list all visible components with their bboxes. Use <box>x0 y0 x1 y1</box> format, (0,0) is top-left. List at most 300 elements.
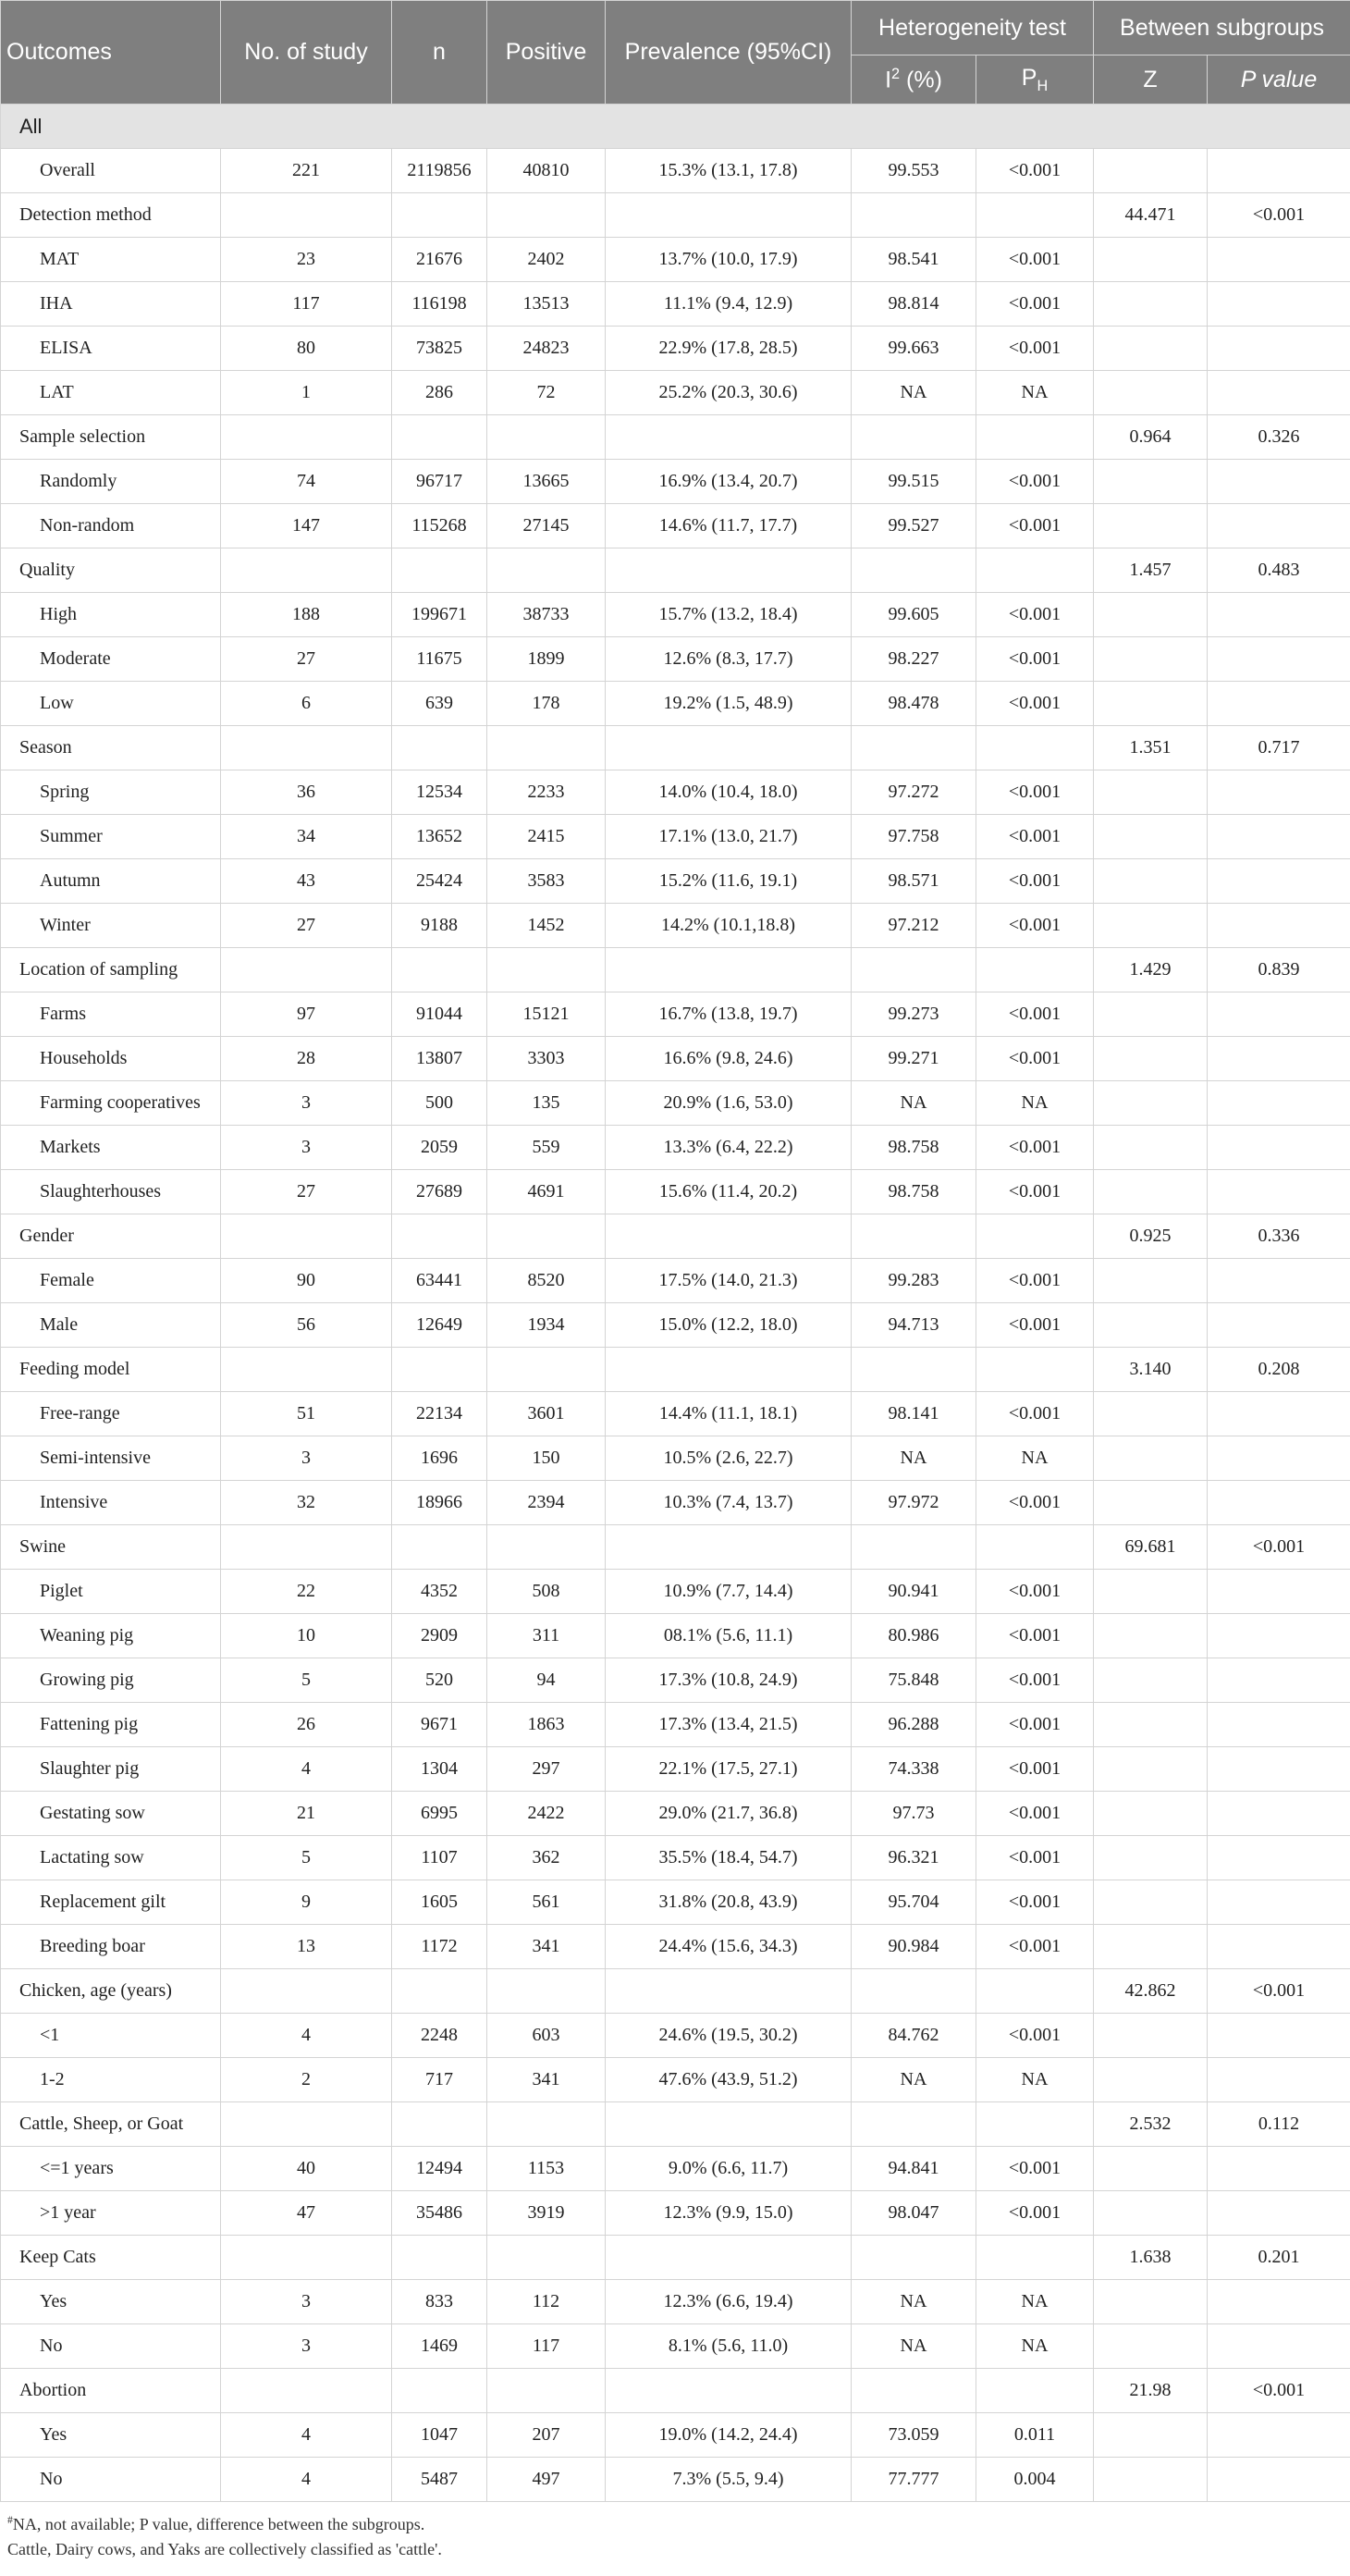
cell-z <box>1094 1126 1208 1170</box>
table-row <box>1 1836 1350 1880</box>
cell-label: MAT <box>1 238 221 282</box>
cell-no-study <box>221 1214 392 1259</box>
cell-n: 2909 <box>392 1614 487 1658</box>
i2-sup: 2 <box>891 65 901 82</box>
cell-positive: 135 <box>487 1081 606 1126</box>
cell-pvalue <box>1208 2014 1350 2058</box>
table-row <box>1 859 1350 904</box>
cell-label: Semi-intensive <box>1 1436 221 1481</box>
cell-ph: NA <box>976 2324 1094 2369</box>
cell-no-study: 56 <box>221 1303 392 1348</box>
cell-positive <box>487 548 606 593</box>
cell-ph: NA <box>976 1436 1094 1481</box>
cell-ph: <0.001 <box>976 1658 1094 1703</box>
cell-n: 717 <box>392 2058 487 2102</box>
all-section-row <box>1 105 1350 149</box>
table-row <box>1 2458 1350 2502</box>
cell-pvalue <box>1208 149 1350 193</box>
cell-i2 <box>852 1969 976 2014</box>
cell-prevalence: 17.3% (13.4, 21.5) <box>606 1703 852 1747</box>
group-header-row <box>1 2102 1350 2147</box>
table-row <box>1 1303 1350 1348</box>
cell-label: Farming cooperatives <box>1 1081 221 1126</box>
cell-label: <=1 years <box>1 2147 221 2191</box>
cell-prevalence: 15.2% (11.6, 19.1) <box>606 859 852 904</box>
table-row <box>1 2413 1350 2458</box>
cell-pvalue <box>1208 859 1350 904</box>
cell-positive: 178 <box>487 682 606 726</box>
group-header-row <box>1 1525 1350 1570</box>
cell-i2: 73.059 <box>852 2413 976 2458</box>
cell-prevalence: 47.6% (43.9, 51.2) <box>606 2058 852 2102</box>
cell-z <box>1094 282 1208 327</box>
cell-no-study <box>221 1348 392 1392</box>
cell-n: 12534 <box>392 770 487 815</box>
cell-positive <box>487 1969 606 2014</box>
cell-label: Location of sampling <box>1 948 221 992</box>
cell-n: 199671 <box>392 593 487 637</box>
cell-i2 <box>852 726 976 770</box>
cell-ph: <0.001 <box>976 593 1094 637</box>
cell-positive <box>487 1214 606 1259</box>
cell-no-study: 9 <box>221 1880 392 1925</box>
cell-label: Households <box>1 1037 221 1081</box>
table-row <box>1 593 1350 637</box>
cell-n: 2059 <box>392 1126 487 1170</box>
cell-z <box>1094 1658 1208 1703</box>
cell-positive <box>487 2369 606 2413</box>
cell-z: 2.532 <box>1094 2102 1208 2147</box>
cell-i2: 99.527 <box>852 504 976 548</box>
cell-positive <box>487 2102 606 2147</box>
footnote-mark: # <box>7 2514 13 2526</box>
cell-prevalence: 8.1% (5.6, 11.0) <box>606 2324 852 2369</box>
cell-label: Intensive <box>1 1481 221 1525</box>
col-header-no-study: No. of study <box>221 1 392 105</box>
cell-n: 1469 <box>392 2324 487 2369</box>
cell-positive: 15121 <box>487 992 606 1037</box>
cell-no-study: 27 <box>221 904 392 948</box>
cell-no-study: 27 <box>221 1170 392 1214</box>
group-header-row <box>1 948 1350 992</box>
cell-pvalue <box>1208 1259 1350 1303</box>
cell-pvalue: <0.001 <box>1208 1969 1350 2014</box>
cell-positive: 497 <box>487 2458 606 2502</box>
cell-z <box>1094 992 1208 1037</box>
cell-positive: 2394 <box>487 1481 606 1525</box>
cell-z <box>1094 2458 1208 2502</box>
cell-positive: 341 <box>487 1925 606 1969</box>
col-header-ph <box>976 55 1094 105</box>
cell-prevalence: 16.7% (13.8, 19.7) <box>606 992 852 1037</box>
cell-positive: 207 <box>487 2413 606 2458</box>
cell-pvalue <box>1208 770 1350 815</box>
group-header-row <box>1 1214 1350 1259</box>
cell-label: Season <box>1 726 221 770</box>
cell-prevalence <box>606 548 852 593</box>
cell-n: 520 <box>392 1658 487 1703</box>
cell-prevalence: 24.4% (15.6, 34.3) <box>606 1925 852 1969</box>
cell-positive: 1863 <box>487 1703 606 1747</box>
cell-no-study: 74 <box>221 460 392 504</box>
cell-label: Non-random <box>1 504 221 548</box>
cell-z <box>1094 149 1208 193</box>
cell-label: Female <box>1 1259 221 1303</box>
cell-z <box>1094 593 1208 637</box>
cell-prevalence: 10.9% (7.7, 14.4) <box>606 1570 852 1614</box>
cell-no-study: 117 <box>221 282 392 327</box>
cell-positive: 24823 <box>487 327 606 371</box>
cell-i2: 99.283 <box>852 1259 976 1303</box>
cell-z: 0.964 <box>1094 415 1208 460</box>
cell-n: 1304 <box>392 1747 487 1792</box>
cell-positive: 13665 <box>487 460 606 504</box>
cell-label: Low <box>1 682 221 726</box>
cell-ph <box>976 2102 1094 2147</box>
cell-no-study: 51 <box>221 1392 392 1436</box>
cell-positive: 1934 <box>487 1303 606 1348</box>
cell-n: 833 <box>392 2280 487 2324</box>
table-row <box>1 2280 1350 2324</box>
cell-z <box>1094 1836 1208 1880</box>
cell-i2: 77.777 <box>852 2458 976 2502</box>
cell-no-study: 43 <box>221 859 392 904</box>
cell-ph: <0.001 <box>976 282 1094 327</box>
cell-no-study: 97 <box>221 992 392 1037</box>
cell-pvalue <box>1208 2458 1350 2502</box>
cell-pvalue <box>1208 1747 1350 1792</box>
cell-n: 115268 <box>392 504 487 548</box>
cell-pvalue: <0.001 <box>1208 2369 1350 2413</box>
cell-ph: <0.001 <box>976 770 1094 815</box>
cell-i2 <box>852 1214 976 1259</box>
cell-positive: 603 <box>487 2014 606 2058</box>
cell-n <box>392 1214 487 1259</box>
cell-positive: 4691 <box>487 1170 606 1214</box>
cell-no-study: 3 <box>221 1081 392 1126</box>
cell-prevalence: 19.2% (1.5, 48.9) <box>606 682 852 726</box>
table-row <box>1 1436 1350 1481</box>
cell-z <box>1094 371 1208 415</box>
cell-i2: 98.571 <box>852 859 976 904</box>
group-header-row <box>1 1348 1350 1392</box>
cell-z: 0.925 <box>1094 1214 1208 1259</box>
table-row <box>1 149 1350 193</box>
cell-label: <1 <box>1 2014 221 2058</box>
cell-i2: NA <box>852 1081 976 1126</box>
cell-label: 1-2 <box>1 2058 221 2102</box>
cell-ph: <0.001 <box>976 637 1094 682</box>
col-header-pvalue <box>1208 55 1350 105</box>
cell-no-study: 5 <box>221 1836 392 1880</box>
cell-z <box>1094 1303 1208 1348</box>
cell-ph: NA <box>976 2280 1094 2324</box>
footnote-1-text: NA, not available; P value, difference between the subgroups. <box>12 2515 425 2533</box>
cell-no-study: 36 <box>221 770 392 815</box>
cell-pvalue <box>1208 815 1350 859</box>
cell-i2: 98.541 <box>852 238 976 282</box>
cell-pvalue <box>1208 460 1350 504</box>
cell-prevalence <box>606 1969 852 2014</box>
cell-positive: 117 <box>487 2324 606 2369</box>
cell-positive: 3583 <box>487 859 606 904</box>
table-row <box>1 1259 1350 1303</box>
cell-label: Slaughterhouses <box>1 1170 221 1214</box>
cell-pvalue <box>1208 1614 1350 1658</box>
cell-pvalue <box>1208 2191 1350 2236</box>
cell-label: Piglet <box>1 1570 221 1614</box>
cell-no-study: 47 <box>221 2191 392 2236</box>
cell-ph: <0.001 <box>976 2147 1094 2191</box>
cell-i2: 98.227 <box>852 637 976 682</box>
cell-n: 1172 <box>392 1925 487 1969</box>
table-row <box>1 2147 1350 2191</box>
ph-sub: H <box>1037 77 1049 94</box>
cell-i2 <box>852 2102 976 2147</box>
cell-pvalue <box>1208 1392 1350 1436</box>
cell-pvalue <box>1208 904 1350 948</box>
col-header-prevalence: Prevalence (95%CI) <box>606 1 852 105</box>
cell-no-study: 2 <box>221 2058 392 2102</box>
cell-pvalue <box>1208 282 1350 327</box>
cell-i2: 94.841 <box>852 2147 976 2191</box>
cell-positive: 2422 <box>487 1792 606 1836</box>
cell-z <box>1094 637 1208 682</box>
cell-pvalue: 0.839 <box>1208 948 1350 992</box>
cell-no-study: 40 <box>221 2147 392 2191</box>
cell-prevalence: 14.6% (11.7, 17.7) <box>606 504 852 548</box>
cell-z <box>1094 1259 1208 1303</box>
col-header-heterogeneity: Heterogeneity test <box>852 1 1094 55</box>
table-row <box>1 1081 1350 1126</box>
cell-i2: 99.271 <box>852 1037 976 1081</box>
table-row <box>1 682 1350 726</box>
cell-label: No <box>1 2324 221 2369</box>
cell-prevalence: 10.5% (2.6, 22.7) <box>606 1436 852 1481</box>
cell-i2 <box>852 2236 976 2280</box>
cell-i2: NA <box>852 2280 976 2324</box>
cell-no-study: 3 <box>221 2324 392 2369</box>
cell-positive: 13513 <box>487 282 606 327</box>
cell-label: Weaning pig <box>1 1614 221 1658</box>
cell-z <box>1094 859 1208 904</box>
cell-n: 286 <box>392 371 487 415</box>
cell-ph: <0.001 <box>976 460 1094 504</box>
cell-i2: NA <box>852 371 976 415</box>
cell-label: Summer <box>1 815 221 859</box>
cell-z <box>1094 1880 1208 1925</box>
cell-pvalue <box>1208 1126 1350 1170</box>
cell-prevalence: 22.9% (17.8, 28.5) <box>606 327 852 371</box>
cell-no-study <box>221 1525 392 1570</box>
cell-pvalue <box>1208 1481 1350 1525</box>
cell-positive <box>487 1525 606 1570</box>
table-row <box>1 2324 1350 2369</box>
cell-n: 63441 <box>392 1259 487 1303</box>
cell-pvalue <box>1208 1037 1350 1081</box>
cell-n: 21676 <box>392 238 487 282</box>
cell-prevalence: 20.9% (1.6, 53.0) <box>606 1081 852 1126</box>
cell-label: Breeding boar <box>1 1925 221 1969</box>
cell-i2: 80.986 <box>852 1614 976 1658</box>
cell-pvalue <box>1208 1658 1350 1703</box>
cell-label: Keep Cats <box>1 2236 221 2280</box>
cell-label: Gender <box>1 1214 221 1259</box>
cell-i2 <box>852 1348 976 1392</box>
cell-n: 13807 <box>392 1037 487 1081</box>
table-row <box>1 460 1350 504</box>
cell-prevalence: 22.1% (17.5, 27.1) <box>606 1747 852 1792</box>
cell-positive <box>487 193 606 238</box>
group-header-row <box>1 1969 1350 2014</box>
cell-pvalue <box>1208 504 1350 548</box>
cell-z <box>1094 904 1208 948</box>
cell-no-study: 3 <box>221 1436 392 1481</box>
cell-pvalue: 0.201 <box>1208 2236 1350 2280</box>
cell-pvalue <box>1208 1170 1350 1214</box>
cell-n: 1696 <box>392 1436 487 1481</box>
col-header-n: n <box>392 1 487 105</box>
cell-prevalence: 15.3% (13.1, 17.8) <box>606 149 852 193</box>
cell-no-study: 22 <box>221 1570 392 1614</box>
cell-ph: <0.001 <box>976 1037 1094 1081</box>
cell-i2: 98.047 <box>852 2191 976 2236</box>
cell-n <box>392 726 487 770</box>
group-header-row <box>1 415 1350 460</box>
cell-z <box>1094 1481 1208 1525</box>
cell-positive: 561 <box>487 1880 606 1925</box>
cell-i2: 74.338 <box>852 1747 976 1792</box>
cell-label: Autumn <box>1 859 221 904</box>
cell-ph: <0.001 <box>976 2191 1094 2236</box>
cell-no-study: 147 <box>221 504 392 548</box>
cell-prevalence: 08.1% (5.6, 11.1) <box>606 1614 852 1658</box>
cell-positive <box>487 948 606 992</box>
cell-no-study: 13 <box>221 1925 392 1969</box>
table-row <box>1 327 1350 371</box>
cell-n <box>392 548 487 593</box>
cell-ph <box>976 1214 1094 1259</box>
cell-ph: <0.001 <box>976 1925 1094 1969</box>
cell-i2: 90.941 <box>852 1570 976 1614</box>
cell-positive: 2415 <box>487 815 606 859</box>
cell-pvalue: 0.208 <box>1208 1348 1350 1392</box>
cell-i2: 99.605 <box>852 593 976 637</box>
cell-n: 1605 <box>392 1880 487 1925</box>
cell-i2: 99.515 <box>852 460 976 504</box>
cell-z: 1.457 <box>1094 548 1208 593</box>
cell-i2 <box>852 193 976 238</box>
cell-prevalence: 15.0% (12.2, 18.0) <box>606 1303 852 1348</box>
cell-label: Replacement gilt <box>1 1880 221 1925</box>
cell-ph: <0.001 <box>976 859 1094 904</box>
cell-pvalue: <0.001 <box>1208 193 1350 238</box>
cell-ph: <0.001 <box>976 815 1094 859</box>
cell-z <box>1094 1436 1208 1481</box>
cell-no-study: 10 <box>221 1614 392 1658</box>
cell-z <box>1094 1747 1208 1792</box>
cell-n: 6995 <box>392 1792 487 1836</box>
cell-prevalence: 16.9% (13.4, 20.7) <box>606 460 852 504</box>
cell-prevalence: 24.6% (19.5, 30.2) <box>606 2014 852 2058</box>
cell-i2: 98.758 <box>852 1126 976 1170</box>
cell-ph: <0.001 <box>976 238 1094 282</box>
table-row <box>1 2014 1350 2058</box>
table-row <box>1 1614 1350 1658</box>
footnote-2: Cattle, Dairy cows, and Yaks are collectively classified as 'cattle'. <box>7 2540 442 2558</box>
cell-positive: 311 <box>487 1614 606 1658</box>
cell-n: 1107 <box>392 1836 487 1880</box>
cell-positive: 2402 <box>487 238 606 282</box>
cell-z <box>1094 1703 1208 1747</box>
table-row <box>1 1126 1350 1170</box>
cell-ph: <0.001 <box>976 1481 1094 1525</box>
cell-label: Winter <box>1 904 221 948</box>
cell-prevalence <box>606 2236 852 2280</box>
table-row <box>1 1392 1350 1436</box>
cell-prevalence <box>606 1525 852 1570</box>
cell-no-study <box>221 726 392 770</box>
cell-prevalence: 25.2% (20.3, 30.6) <box>606 371 852 415</box>
cell-ph: 0.004 <box>976 2458 1094 2502</box>
cell-prevalence: 14.2% (10.1,18.8) <box>606 904 852 948</box>
cell-pvalue <box>1208 1925 1350 1969</box>
cell-pvalue: 0.336 <box>1208 1214 1350 1259</box>
cell-ph <box>976 548 1094 593</box>
group-header-row <box>1 193 1350 238</box>
cell-z <box>1094 1081 1208 1126</box>
col-header-between-subgroups: Between subgroups <box>1094 1 1350 55</box>
cell-ph: <0.001 <box>976 2014 1094 2058</box>
cell-z <box>1094 2058 1208 2102</box>
cell-n: 11675 <box>392 637 487 682</box>
cell-z <box>1094 2014 1208 2058</box>
cell-i2: 75.848 <box>852 1658 976 1703</box>
cell-prevalence: 17.1% (13.0, 21.7) <box>606 815 852 859</box>
cell-n: 18966 <box>392 1481 487 1525</box>
cell-no-study: 6 <box>221 682 392 726</box>
cell-i2: 90.984 <box>852 1925 976 1969</box>
cell-positive: 297 <box>487 1747 606 1792</box>
table-row <box>1 238 1350 282</box>
cell-prevalence <box>606 2369 852 2413</box>
cell-label: Cattle, Sheep, or Goat <box>1 2102 221 2147</box>
cell-positive: 362 <box>487 1836 606 1880</box>
cell-ph: <0.001 <box>976 1614 1094 1658</box>
cell-prevalence: 15.6% (11.4, 20.2) <box>606 1170 852 1214</box>
cell-prevalence: 10.3% (7.4, 13.7) <box>606 1481 852 1525</box>
cell-n: 13652 <box>392 815 487 859</box>
table-row <box>1 1792 1350 1836</box>
table-body <box>1 105 1350 2502</box>
cell-n <box>392 1525 487 1570</box>
cell-label: Overall <box>1 149 221 193</box>
cell-n <box>392 1969 487 2014</box>
cell-z: 42.862 <box>1094 1969 1208 2014</box>
cell-ph: <0.001 <box>976 992 1094 1037</box>
cell-pvalue <box>1208 1703 1350 1747</box>
group-header-row <box>1 2236 1350 2280</box>
cell-i2: NA <box>852 2324 976 2369</box>
cell-i2 <box>852 415 976 460</box>
cell-z <box>1094 2324 1208 2369</box>
cell-n: 27689 <box>392 1170 487 1214</box>
cell-n <box>392 2369 487 2413</box>
cell-n: 12649 <box>392 1303 487 1348</box>
col-header-outcomes: Outcomes <box>1 1 221 105</box>
cell-ph: <0.001 <box>976 149 1094 193</box>
cell-no-study: 4 <box>221 2014 392 2058</box>
